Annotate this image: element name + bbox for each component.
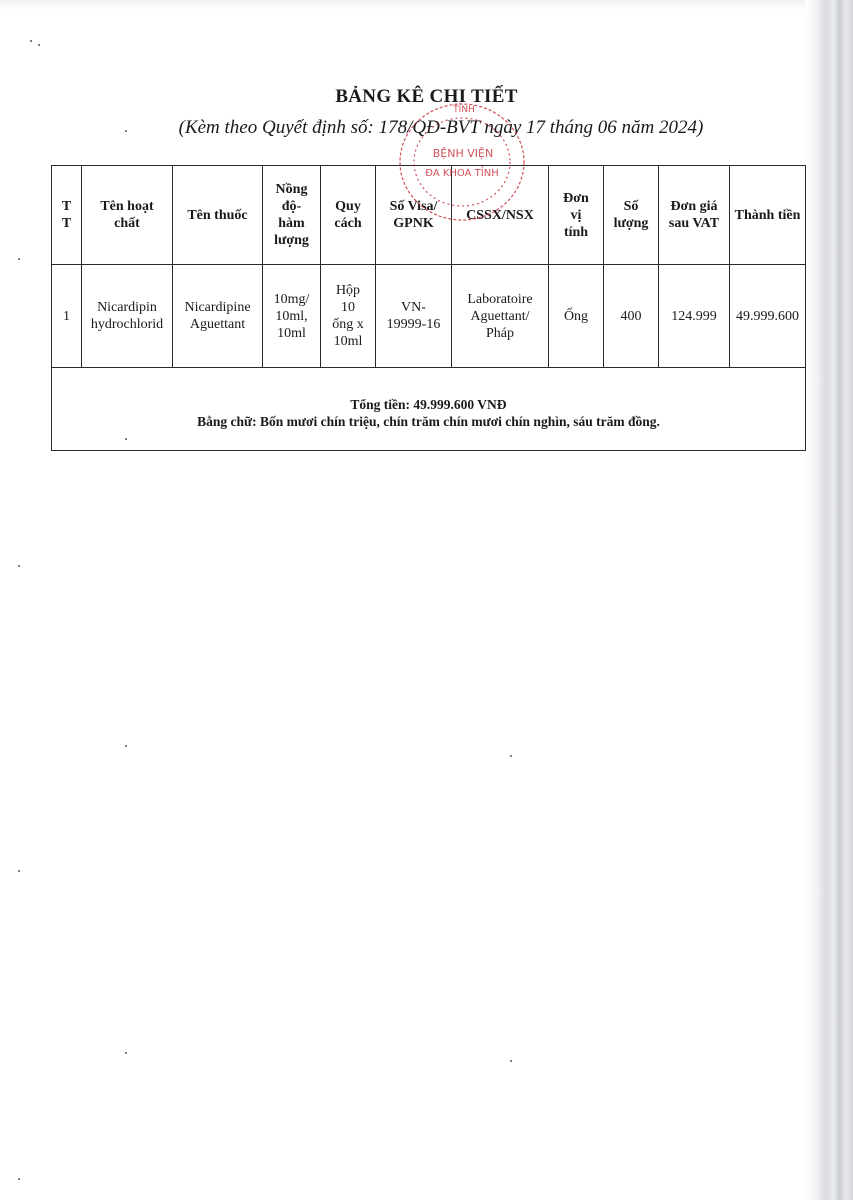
scan-speck: [18, 870, 20, 872]
cell-quantity: 400: [604, 265, 659, 368]
cell-drug-name: Nicardipine Aguettant: [173, 265, 263, 368]
header-cell-concentration: Nồng độ- hàm lượng: [263, 166, 321, 265]
table-row: [52, 265, 806, 368]
header-cell-packaging: Quy cách: [321, 166, 376, 265]
drug-detail-table: [51, 165, 806, 451]
cell-total: 49.999.600: [730, 265, 806, 368]
table-header-row: [52, 166, 806, 265]
scan-speck: [30, 40, 32, 42]
stamp-text-line1: BỆNH VIỆN: [432, 147, 494, 160]
header-cell-manufacturer: CSSX/NSX: [452, 166, 549, 265]
header-cell-stt: T T: [52, 166, 82, 265]
cell-packaging: Hộp 10 ống x 10ml: [321, 265, 376, 368]
scan-speck: [18, 258, 20, 260]
scan-speck: [510, 755, 512, 757]
header-cell-unit-price: Đơn giá sau VAT: [659, 166, 730, 265]
scan-speck: [125, 1052, 127, 1054]
document-title: BẢNG KÊ CHI TIẾT: [335, 86, 518, 107]
scan-speck: [38, 44, 40, 46]
scan-top-shadow: [0, 0, 853, 10]
scan-speck: [125, 745, 127, 747]
cell-stt: 1: [52, 265, 82, 368]
stamp-text-line2: ĐA KHOA TỈNH: [425, 168, 499, 179]
table-total-row: [52, 368, 806, 451]
document-subtitle: (Kèm theo Quyết định số: 178/QĐ-BVT ngày 17 tháng 06 năm 2024): [178, 117, 704, 138]
total-amount: Tổng tiền: 49.999.600 VNĐ: [350, 397, 507, 412]
total-cell: [52, 368, 806, 451]
scan-right-edge: [805, 0, 853, 1200]
header-cell-drug-name: Tên thuốc: [173, 166, 263, 265]
scan-speck: [18, 1178, 20, 1180]
scan-speck: [510, 1060, 512, 1062]
cell-unit-price: 124.999: [659, 265, 730, 368]
total-in-words: Bằng chữ: Bốn mươi chín triệu, chín trăm chín mươi chín nghìn, sáu trăm đồng.: [197, 414, 660, 429]
cell-concentration: 10mg/ 10ml, 10ml: [263, 265, 321, 368]
header-cell-active-ingredient: Tên hoạt chất: [82, 166, 173, 265]
cell-manufacturer: Laboratoire Aguettant/ Pháp: [452, 265, 549, 368]
header-cell-unit: Đơn vị tính: [549, 166, 604, 265]
stamp-text-top: TỈNH: [453, 105, 475, 115]
cell-unit: Ống: [549, 265, 604, 368]
header-cell-visa-number: Số Visa/ GPNK: [376, 166, 452, 265]
header-cell-quantity: Số lượng: [604, 166, 659, 265]
cell-active-ingredient: Nicardipin hydrochlorid: [82, 265, 173, 368]
header-cell-total: Thành tiền: [730, 166, 806, 265]
cell-visa-number: VN- 19999-16: [376, 265, 452, 368]
scan-speck: [18, 565, 20, 567]
